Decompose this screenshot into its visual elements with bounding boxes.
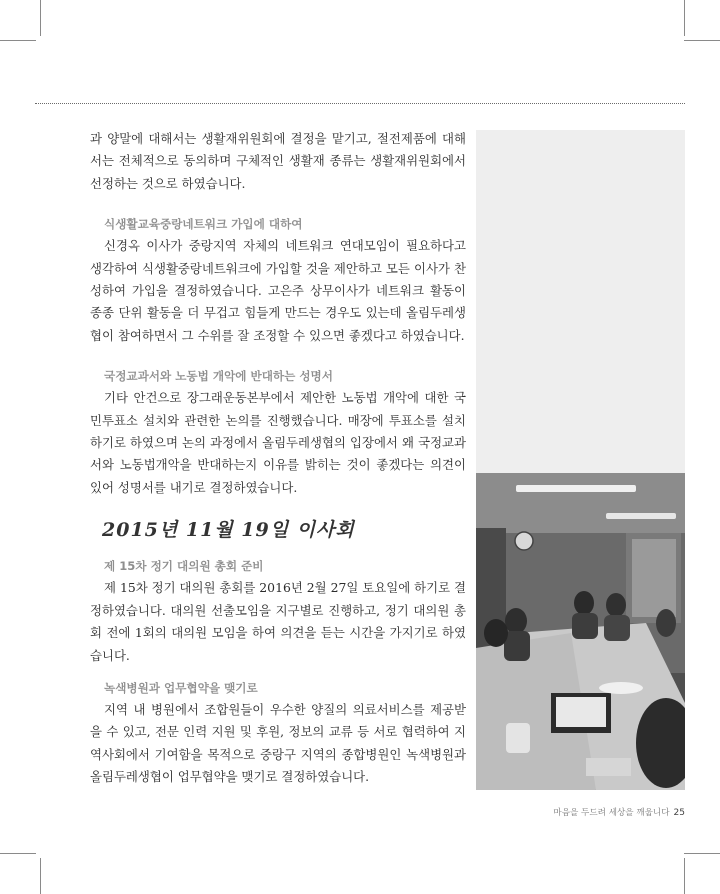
page-number: 25 [673, 808, 685, 818]
meeting-title: 2015년 11월 19일 이사회 [102, 519, 355, 542]
meeting-photo [476, 473, 685, 790]
header-divider [35, 103, 685, 104]
crop-mark [40, 0, 41, 36]
article-body [90, 128, 466, 789]
crop-mark [684, 853, 720, 854]
paragraph: 기타 안건으로 장그래운동본부에서 제안한 노동법 개악에 대한 국민투표소 설치와 관련한 논의를 진행했습니다. 매장에 투표소를 설치하기로 하였으며 논의 과정에서 올림두레생협의 입장에서 왜 국정교과서와 노동법개악을 반대하는지 이유를 밝히는 것이 좋겠다는 의견이 있어 성명서를 내기로 결정하였습니다. [90, 390, 466, 495]
crop-mark [684, 858, 685, 894]
meeting-photo-illustration [476, 473, 685, 790]
paragraph: 제 15차 정기 대의원 총회를 2016년 2월 27일 토요일에 하기로 결정하였습니다. 대의원 선출모임을 지구별로 진행하고, 정기 대의원 총회 전에 1회의 대의원 모임을 하여 의견을 듣는 시간을 가지기로 하였습니다. [90, 580, 466, 663]
crop-mark [684, 0, 685, 36]
crop-mark [0, 853, 36, 854]
crop-mark [40, 858, 41, 894]
paragraph: 과 양말에 대해서는 생활재위원회에 결정을 맡기고, 절전제품에 대해서는 전체적으로 동의하며 구체적인 생활재 종류는 생활재위원회에서 선정하는 것으로 하였습니다. [90, 131, 466, 191]
crop-mark [684, 40, 720, 41]
crop-mark [0, 40, 36, 41]
paragraph: 신경옥 이사가 중랑지역 자체의 네트워크 연대모임이 필요하다고 생각하여 식생활중랑네트워크에 가입할 것을 제안하고 모든 이사가 찬성하여 가입을 결정하였습니다. 고은주 상무이사가 네트워크 활동이 종종 단위 활동을 더 무겁고 힘들게 만드는 경우도 있는데 올림두레생협이 참여하면서 그 수위를 잘 조정할 수 있으면 좋겠다고 하였습니다. [90, 238, 466, 343]
section-heading: 국정교과서와 노동법 개악에 반대하는 성명서 [104, 369, 333, 384]
paragraph: 지역 내 병원에서 조합원들이 우수한 양질의 의료서비스를 제공받을 수 있고, 전문 인력 지원 및 후원, 정보의 교류 등 서로 협력하여 지역사회에서 기여함을 목적으로 중랑구 지역의 종합병원인 녹색병원과 올림두레생협이 업무협약을 맺기로 결정하였습니다. [90, 701, 466, 785]
page-footer [500, 806, 685, 818]
section-heading: 녹색병원과 업무협약을 맺기로 [104, 680, 258, 695]
footer-slogan: 마음을 두드려 세상을 깨웁니다 [553, 808, 670, 818]
section-heading: 제 15차 정기 대의원 총회 준비 [104, 559, 264, 574]
section-heading: 식생활교육중랑네트워크 가입에 대하여 [104, 217, 303, 232]
